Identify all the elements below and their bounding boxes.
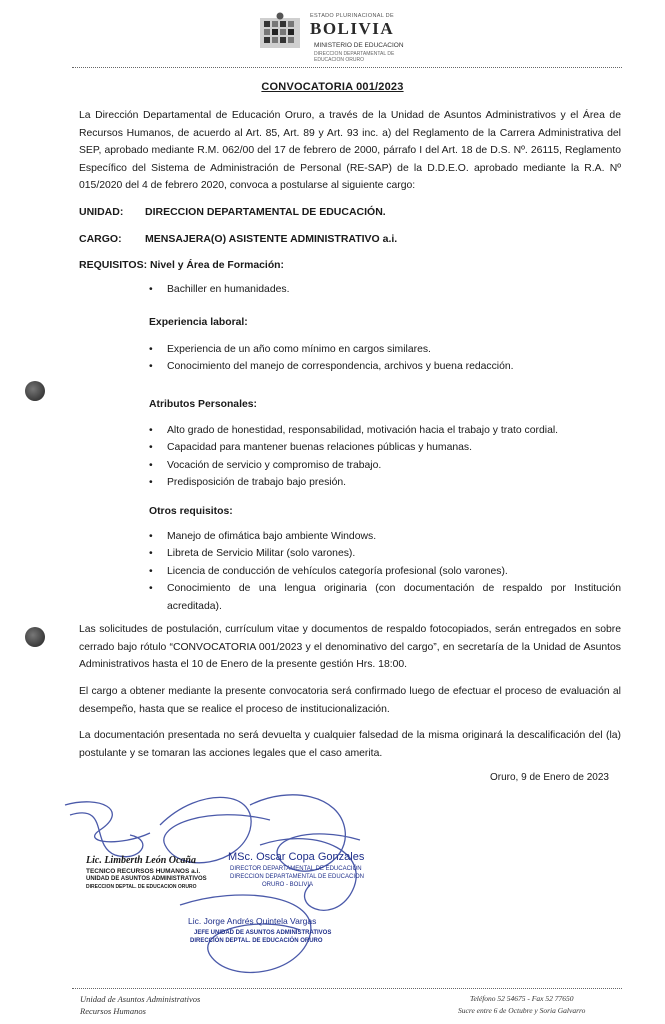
- letterhead: [250, 10, 420, 66]
- otros-list: [149, 528, 621, 615]
- formacion-title: Nivel y Área de Formación:: [150, 260, 284, 271]
- list-item: • Predisposición de trabajo bajo presión.: [149, 474, 619, 491]
- list-item: • Alto grado de honestidad, responsabilidad, motivación hacia el trabajo y trato cordial.: [149, 422, 619, 439]
- list-item: • Licencia de conducción de vehículos categoría profesional (solo varones).: [149, 563, 621, 580]
- requisitos-label: REQUISITOS:: [79, 259, 148, 271]
- list-item: • Bachiller en humanidades.: [149, 281, 619, 298]
- footer-area: Recursos Humanos: [80, 1006, 146, 1016]
- signer2-place: ORURO - BOLIVIA: [262, 882, 314, 888]
- otros-title: Otros requisitos:: [149, 506, 233, 517]
- experiencia-title: Experiencia laboral:: [149, 317, 248, 328]
- atributos-title: Atributos Personales:: [149, 399, 257, 410]
- list-item: • Conocimiento del manejo de correspondencia, archivos y buena redacción.: [149, 358, 619, 375]
- list-item: • Capacidad para mantener buenas relaciones públicas y humanas.: [149, 439, 619, 456]
- formacion-list: [149, 281, 619, 298]
- list-item: • Conocimiento de una lengua originaria (con documentación de respaldo por Institución acreditada).: [149, 580, 621, 615]
- intro-paragraph: La Dirección Departamental de Educación Oruro, a través de la Unidad de Asuntos Administrativos y el Área de Recursos Humanos, de acuerdo al Art. 85, Art. 89 y Art. 93 inc. a) del Reglamento de la Carrera Administrativa del SEP, aprobado mediante R.M. 062/00 del 17 de febrero de 2000, párrafo I del Art. 18 de D.S. Nº. 26115, Reglamento Específico del Sistema de Administración de Personal (RE-SAP) de la D.D.E.O. aprobado mediante la R.A. Nº 015/2020 del 4 de febrero 2020, convoca a postularse al siguiente cargo:: [79, 110, 621, 192]
- list-item: • Experiencia de un año como mínimo en cargos similares.: [149, 341, 619, 358]
- cargo-value: MENSAJERA(O) ASISTENTE ADMINISTRATIVO a.i.: [145, 233, 398, 245]
- signature-scribbles: [60, 785, 380, 995]
- department-name: DIRECCION DEPARTAMENTAL DE EDUCACION ORURO: [314, 51, 395, 63]
- signer1-unit: UNIDAD DE ASUNTOS ADMINISTRATIVOS: [86, 876, 207, 882]
- header-divider: [72, 67, 622, 68]
- atributos-list: [149, 422, 619, 492]
- footer-unit: Unidad de Asuntos Administrativos: [80, 994, 201, 1004]
- paragraph-evaluation: El cargo a obtener mediante la presente convocatoria será confirmado luego de efectuar el proceso de evaluación al desempeño, hasta que se realice el proceso de institucionalización.: [79, 686, 621, 715]
- ministry-name: MINISTERIO DE EDUCACION: [314, 42, 404, 49]
- binder-hole: [25, 627, 45, 647]
- binder-hole: [25, 381, 45, 401]
- signer1-name: Lic. Limberth León Ocaña: [86, 855, 196, 866]
- signer2-name: MSc. Oscar Copa Gonzales: [228, 851, 365, 863]
- page-title: CONVOCATORIA 001/2023: [261, 81, 404, 93]
- state-label: ESTADO PLURINACIONAL DE: [310, 13, 394, 19]
- paragraph-submission: Las solicitudes de postulación, currículum vitae y documentos de respaldo fotocopiados, serán entregados en sobre cerrado bajo rótulo “CONVOCATORIA 001/2023 y el denominativo del cargo”, en secretaría de la Unidad de Asuntos Administrativos hasta el 10 de Enero de la presente gestión Hrs. 18:00.: [79, 624, 621, 671]
- experiencia-list: [149, 341, 619, 376]
- signer3-role: JEFE UNIDAD DE ASUNTOS ADMINISTRATIVOS: [194, 930, 332, 936]
- signer2-role: DIRECTOR DEPARTAMENTAL DE EDUCACIÓN: [230, 866, 362, 872]
- paragraph-documentation: La documentación presentada no será devuelta y cualquier falsedad de la misma originará la descalificación del (la) postulante y se tomaran las acciones legales que el caso amerita.: [79, 730, 621, 759]
- list-item: • Vocación de servicio y compromiso de trabajo.: [149, 457, 619, 474]
- unidad-value: DIRECCION DEPARTAMENTAL DE EDUCACIÓN.: [145, 206, 386, 218]
- coat-of-arms-icon: [256, 12, 304, 52]
- unidad-label: UNIDAD:: [79, 206, 124, 218]
- signer1-dept: DIRECCION DEPTAL. DE EDUCACION ORURO: [86, 884, 197, 890]
- signer3-dept: DIRECCIÓN DEPTAL. DE EDUCACIÓN ORURO: [190, 938, 323, 944]
- signer3-name: Lic. Jorge Andrés Quintela Vargas: [188, 916, 317, 926]
- signer1-role: TECNICO RECURSOS HUMANOS a.i.: [86, 868, 201, 875]
- cargo-label: CARGO:: [79, 233, 122, 245]
- list-item: • Libreta de Servicio Militar (solo varones).: [149, 545, 621, 562]
- footer-divider: [72, 988, 622, 989]
- footer-address: Sucre entre 6 de Octubre y Soria Galvarro: [458, 1006, 586, 1015]
- list-item: • Manejo de ofimática bajo ambiente Windows.: [149, 528, 621, 545]
- footer-phone: Teléfono 52 54675 - Fax 52 77650: [470, 994, 574, 1003]
- country-name: BOLIVIA: [310, 19, 395, 38]
- signer2-dept: DIRECCION DEPARTAMENTAL DE EDUCACION: [230, 874, 365, 880]
- document-date: Oruro, 9 de Enero de 2023: [490, 772, 609, 783]
